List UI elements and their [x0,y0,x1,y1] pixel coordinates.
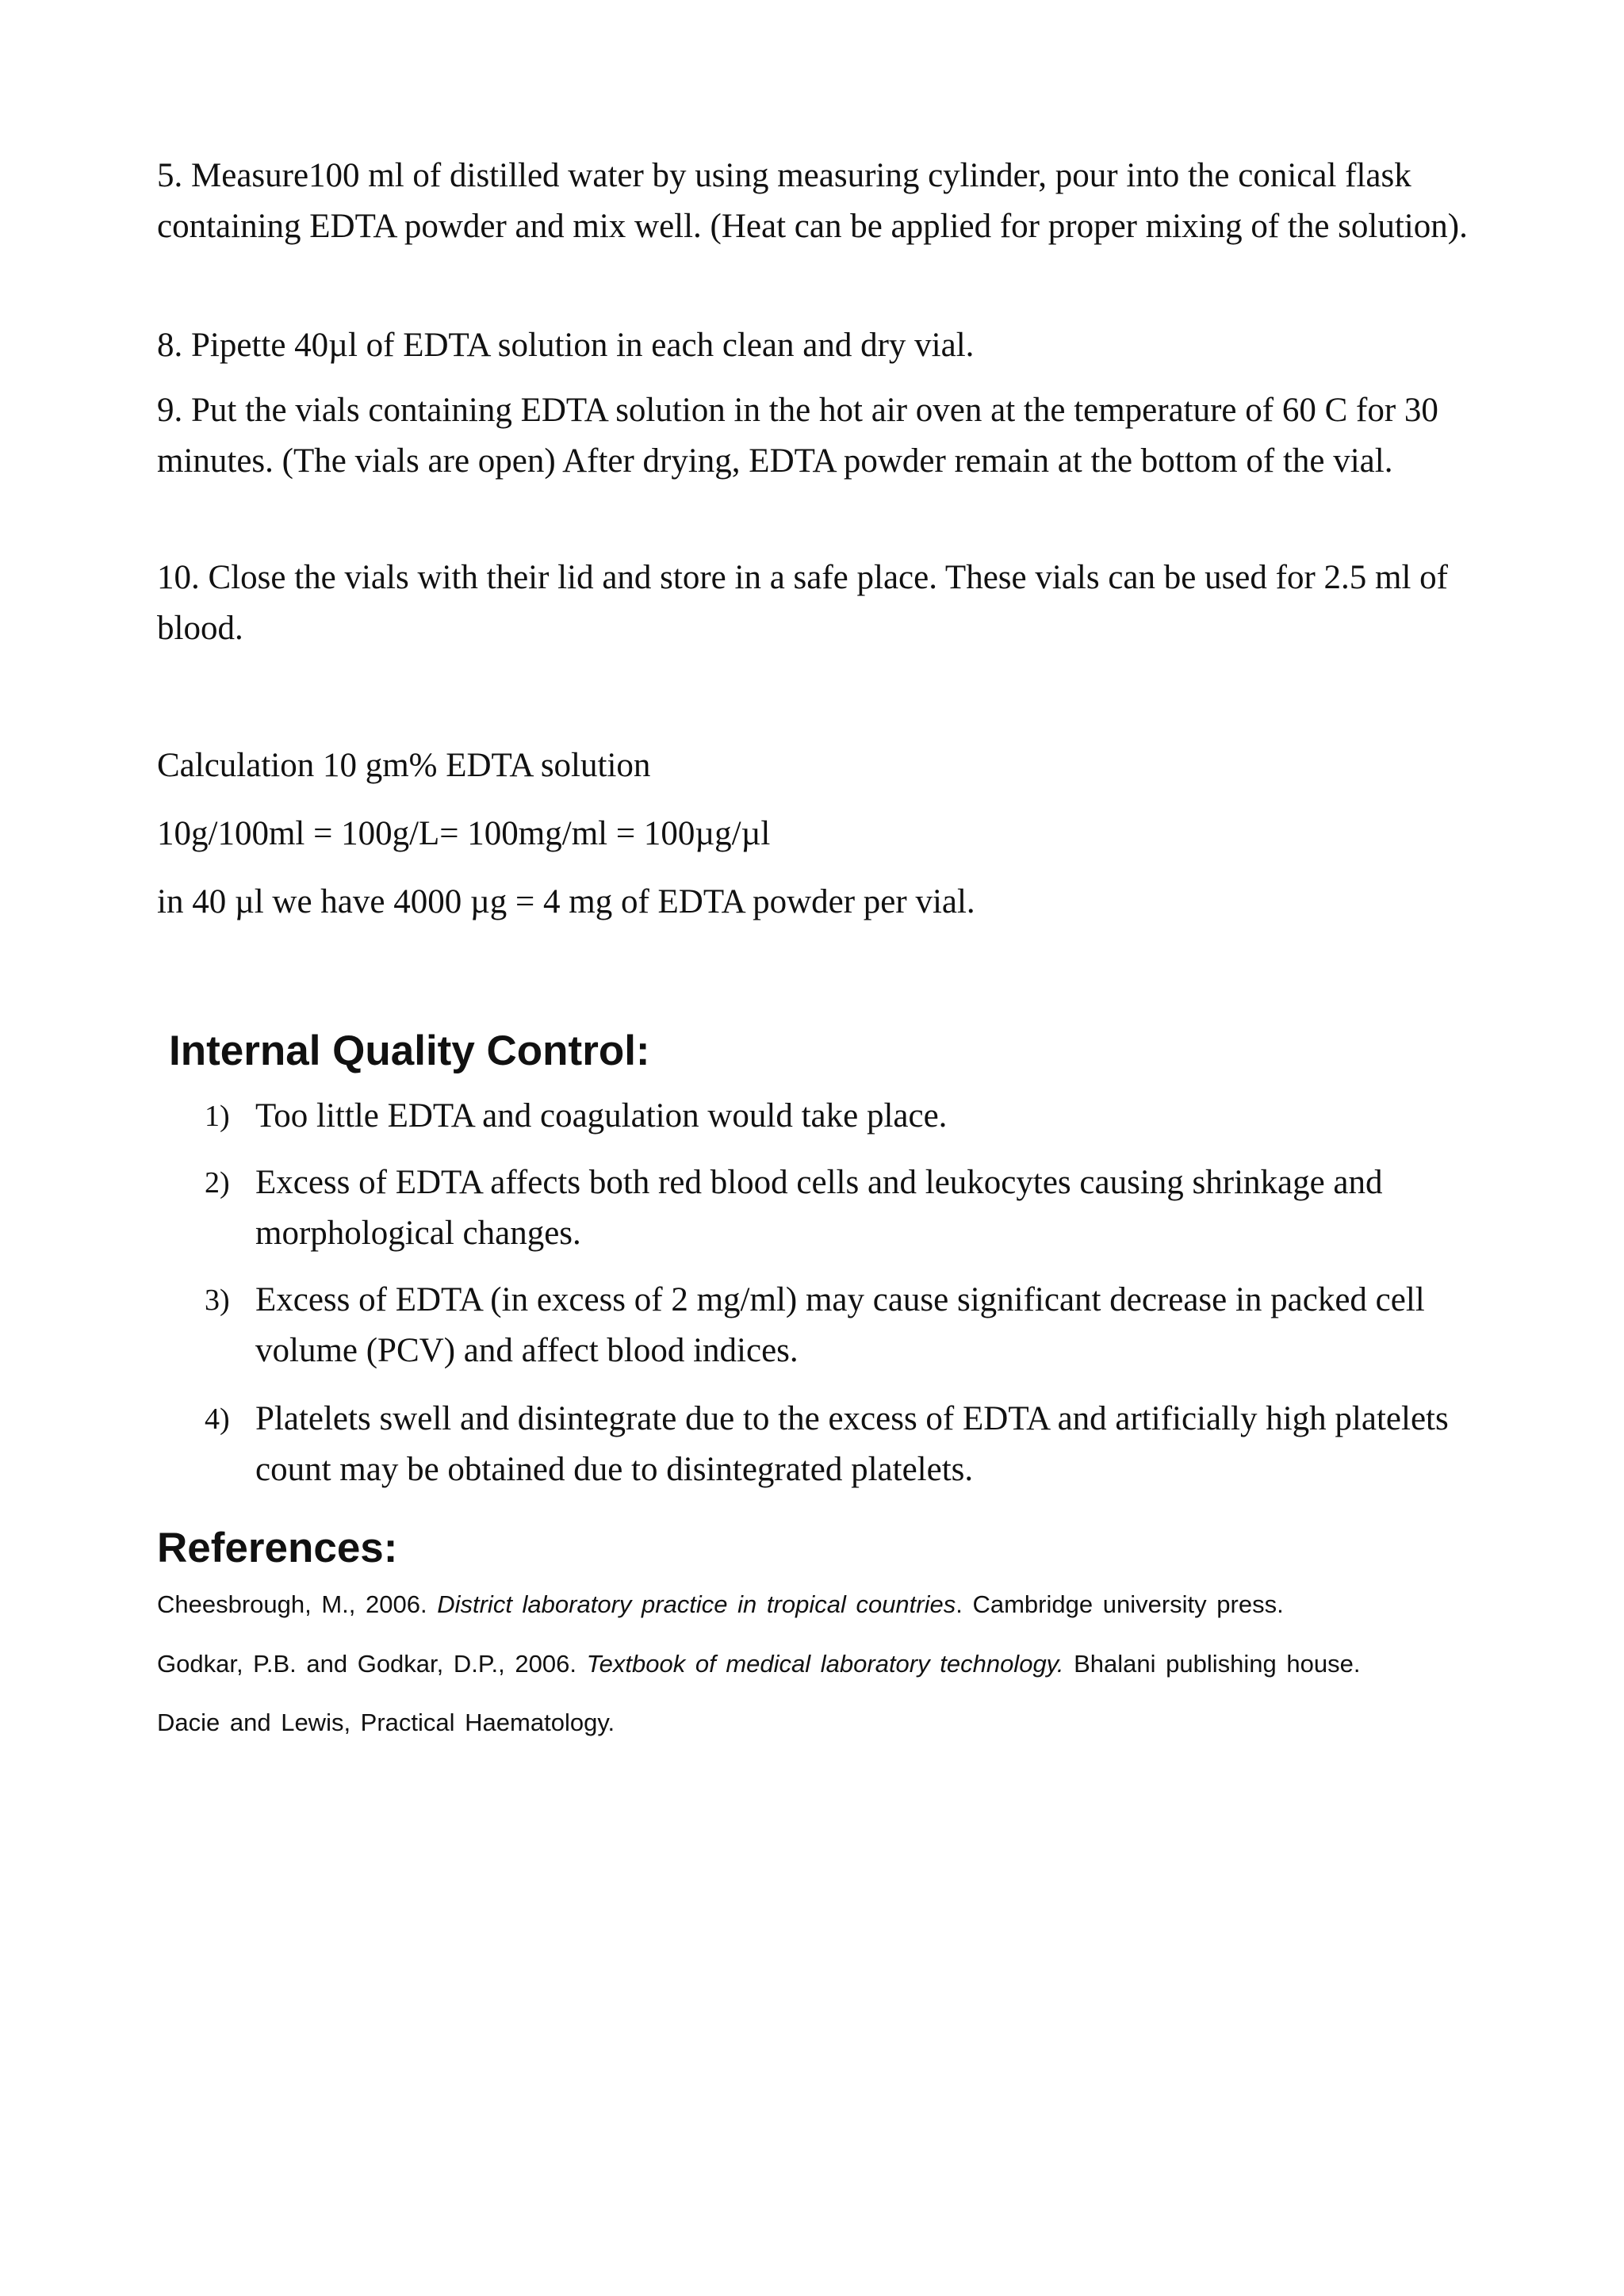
reference-authors: Dacie and Lewis, Practical Haematology. [157,1709,615,1736]
qc-item-number: 4) [205,1402,230,1436]
step-5-paragraph: 5. Measure100 ml of distilled water by using measuring cylinder, pour into the conical flask containing EDTA powder and mix well. (Heat can be applied for proper mixing of the solution). [157,157,1468,245]
qc-item-text: Too little EDTA and coagulation would take place. [255,1097,948,1135]
qc-item-number: 3) [205,1284,230,1317]
qc-item-text: Excess of EDTA (in excess of 2 mg/ml) may cause significant decrease in packed cell volume (PCV) and affect blood indices. [255,1281,1425,1369]
qc-item-number: 1) [205,1100,230,1133]
calculation-line-2: in 40 µl we have 4000 µg = 4 mg of EDTA powder per vial. [157,883,975,920]
step-9-paragraph: 9. Put the vials containing EDTA solution in the hot air oven at the temperature of 60 C for 30 minutes. (The vials are open) After drying, EDTA powder remain at the bottom of the vial. [157,392,1438,480]
reference-publisher: . Cambridge university press. [956,1590,1284,1618]
reference-title: Textbook of medical laboratory technology. [586,1650,1064,1678]
step-8-paragraph: 8. Pipette 40µl of EDTA solution in each clean and dry vial. [157,327,975,364]
qc-heading: Internal Quality Control: [169,1027,650,1074]
qc-item-text: Platelets swell and disintegrate due to the excess of EDTA and artificially high platelets count may be obtained due to disintegrated platelets. [255,1400,1449,1488]
reference-item-3 [157,1707,1521,1739]
reference-title: District laboratory practice in tropical countries [437,1590,956,1618]
reference-authors: Cheesbrough, M., 2006. [157,1590,438,1618]
calculation-line-1: 10g/100ml = 100g/L= 100mg/ml = 100µg/µl [157,815,771,852]
qc-item-text: Excess of EDTA affects both red blood cells and leukocytes causing shrinkage and morphological changes. [255,1164,1383,1252]
step-10-paragraph: 10. Close the vials with their lid and store in a safe place. These vials can be used for 2.5 ml of blood. [157,559,1448,647]
calculation-title: Calculation 10 gm% EDTA solution [157,747,651,784]
reference-publisher: Bhalani publishing house. [1063,1650,1361,1678]
qc-item-number: 2) [205,1166,230,1200]
reference-item-2 [157,1648,1521,1680]
reference-authors: Godkar, P.B. and Godkar, D.P., 2006. [157,1650,587,1678]
reference-item-1 [157,1589,1521,1621]
references-heading: References: [157,1525,398,1571]
